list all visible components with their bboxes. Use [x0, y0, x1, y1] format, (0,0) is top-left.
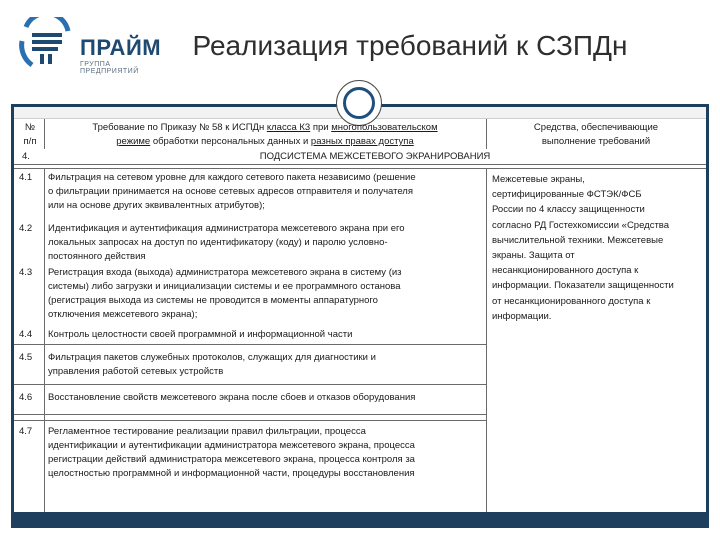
header-requirement: [44, 121, 486, 149]
row-line: регистрации действий администратора межсетевого экрана, процесса контроля за: [48, 454, 415, 465]
row-line: (регистрация выхода из системы не проводится в моменты аппаратурного: [48, 295, 378, 306]
subsystem-label: ПОДСИСТЕМА МЕЖСЕТЕВОГО ЭКРАНИРОВАНИЯ: [259, 151, 491, 162]
row-line: управления работой сетевых устройств: [48, 366, 224, 377]
header-req-multiuser-link[interactable]: многопользовательском: [331, 122, 438, 133]
means-text: [492, 172, 704, 324]
header-req-part1: Требование по Приказу № 58 к ИСПДн: [92, 122, 267, 133]
means-line: экраны. Защита от: [492, 250, 575, 262]
brand-subtitle: ГРУППА ПРЕДПРИЯТИЙ: [80, 61, 139, 75]
brand-logo: [18, 17, 168, 73]
header-means-line2: выполнение требований: [541, 136, 651, 147]
row-line: Контроль целостности своей программной и информационной части: [48, 329, 353, 340]
row-num-4-2: 4.2: [19, 223, 33, 234]
row-line: Фильтрация на сетевом уровне для каждого сетевого пакета независимо (решение: [48, 172, 416, 183]
grid-line: [14, 168, 706, 169]
means-line: сертифицированные ФСТЭК/ФСБ: [492, 189, 642, 201]
header-num-line2: п/п: [23, 136, 37, 147]
grid-line: [14, 164, 706, 165]
row-num-4-7: 4.7: [19, 426, 33, 437]
row-line: Восстановление свойств межсетевого экрана после сбоев и отказов оборудования: [48, 392, 416, 403]
brand-name: ПРАЙМ: [80, 35, 162, 60]
row-line: системы) либо загрузки и инициализации системы и ее программного останова: [48, 281, 401, 292]
grid-line: [486, 119, 487, 149]
row-line: Регистрация входа (выхода) администратора межсетевого экрана в систему (из: [48, 267, 402, 278]
header-req-mode-link[interactable]: режиме: [116, 136, 151, 147]
row-text-4-2: [48, 222, 484, 264]
row-num-4-3: 4.3: [19, 267, 33, 278]
row-num-4-5: 4.5: [19, 352, 33, 363]
row-text-4-1: [48, 171, 484, 213]
row-text-4-5: [48, 351, 484, 379]
means-line: России по 4 классу защищенности: [492, 204, 645, 216]
grid-line: [486, 168, 487, 512]
header-req-part3: обработки персональных данных и: [150, 136, 311, 147]
row-line: или на основе других эквивалентных атрибутов);: [48, 200, 265, 211]
grid-line: [44, 119, 45, 149]
means-line: информации. Показатели защищенности: [492, 280, 674, 292]
decorative-ring-icon: [336, 80, 382, 126]
subsystem-num: 4.: [22, 151, 30, 162]
header-means: [486, 121, 706, 149]
means-line: информации.: [492, 310, 552, 322]
row-line: о фильтрации принимается на основе сетевых адресов отправителя и получателя: [48, 186, 413, 197]
header-req-access-link[interactable]: разных правах доступа: [310, 136, 414, 147]
means-line: вычислительной техники. Межсетевые: [492, 234, 664, 246]
means-line: от несанкционированного доступа к: [492, 295, 651, 307]
row-text-4-4: [48, 328, 484, 342]
row-line: Фильтрация пакетов служебных протоколов, служащих для диагностики и: [48, 352, 376, 363]
grid-line: [14, 344, 486, 345]
row-line: отключения межсетевого экрана);: [48, 309, 198, 320]
means-line: Межсетевые экраны,: [492, 174, 585, 185]
brand-mark-icon: [18, 17, 76, 73]
means-line: согласно РД Гостехкомиссии «Средства: [492, 219, 670, 231]
row-text-4-3: [48, 266, 484, 322]
row-text-4-6: [48, 391, 484, 405]
page-title: Реализация требований к СЗПДн: [192, 30, 628, 61]
means-line: несанкционированного доступа к: [492, 265, 639, 277]
header-num-line1: №: [24, 122, 36, 133]
header-num: [16, 121, 44, 149]
grid-line: [14, 384, 486, 385]
header-req-class-link[interactable]: класса К3: [266, 122, 311, 133]
grid-line: [14, 414, 486, 415]
row-line: идентификации и аутентификации администратора межсетевого экрана, процесса: [48, 440, 415, 451]
row-line: целостностью программной и информационной части, процедуры восстановления: [48, 468, 415, 479]
row-line: постоянного действия: [48, 251, 146, 262]
row-line: Идентификация и аутентификация администратора межсетевого экрана при его: [48, 223, 405, 234]
row-line: Регламентное тестирование реализации правил фильтрации, процесса: [48, 426, 366, 437]
header-req-part2: при: [310, 122, 332, 133]
row-num-4-1: 4.1: [19, 172, 33, 183]
grid-line: [44, 168, 45, 512]
frame-bottom-bar: [11, 512, 709, 528]
row-line: локальных запросах на доступ по идентификатору (коду) и паролю условно-: [48, 237, 388, 248]
header-means-line1: Средства, обеспечивающие: [533, 122, 659, 133]
grid-line: [14, 420, 486, 421]
row-num-4-4: 4.4: [19, 329, 33, 340]
row-text-4-7: [48, 425, 484, 481]
row-num-4-6: 4.6: [19, 392, 33, 403]
